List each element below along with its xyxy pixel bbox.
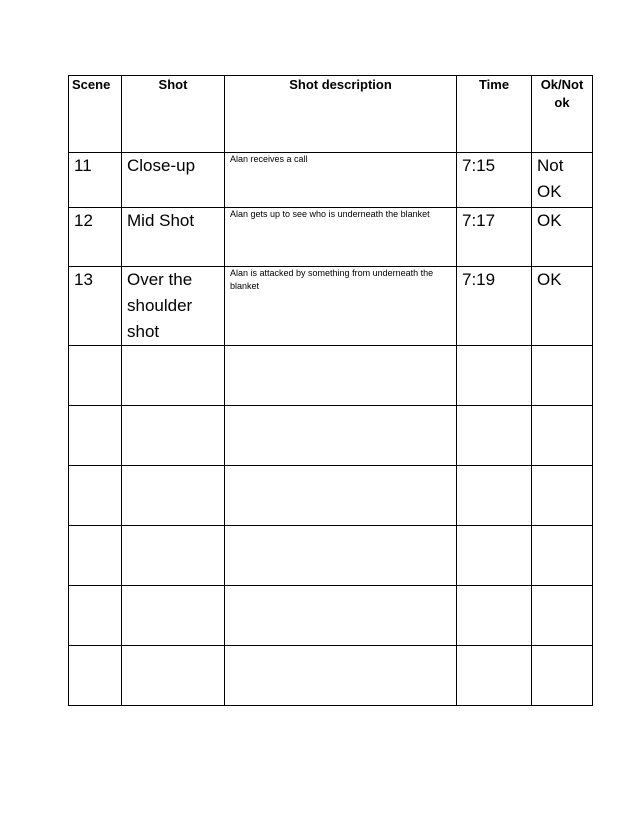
description-cell: Alan gets up to see who is underneath the blanket [225,208,457,267]
scene-cell: 13 [69,267,122,346]
table-row [69,208,593,267]
time-cell: 7:19 [457,267,532,346]
scene-cell: 12 [69,208,122,267]
time-cell: 7:15 [457,153,532,208]
description-cell: Alan receives a call [225,153,457,208]
empty-row [69,646,593,706]
table-row [69,153,593,208]
ok-cell: OK [532,208,593,267]
shot-cell: Mid Shot [122,208,225,267]
header-scene: Scene [69,76,122,153]
time-cell: 7:17 [457,208,532,267]
header-time: Time [457,76,532,153]
header-ok: Ok/Not ok [532,76,593,153]
header-shot: Shot [122,76,225,153]
shot-log-table [68,75,593,706]
header-row [69,76,593,153]
empty-row [69,466,593,526]
shot-cell: Close-up [122,153,225,208]
ok-cell: OK [532,267,593,346]
empty-row [69,586,593,646]
description-cell: Alan is attacked by something from underneath the blanket [225,267,457,346]
ok-cell: Not OK [532,153,593,208]
header-description: Shot description [225,76,457,153]
shot-cell: Over the shoulder shot [122,267,225,346]
empty-row [69,346,593,406]
empty-row [69,406,593,466]
scene-cell: 11 [69,153,122,208]
table-row [69,267,593,346]
empty-row [69,526,593,586]
